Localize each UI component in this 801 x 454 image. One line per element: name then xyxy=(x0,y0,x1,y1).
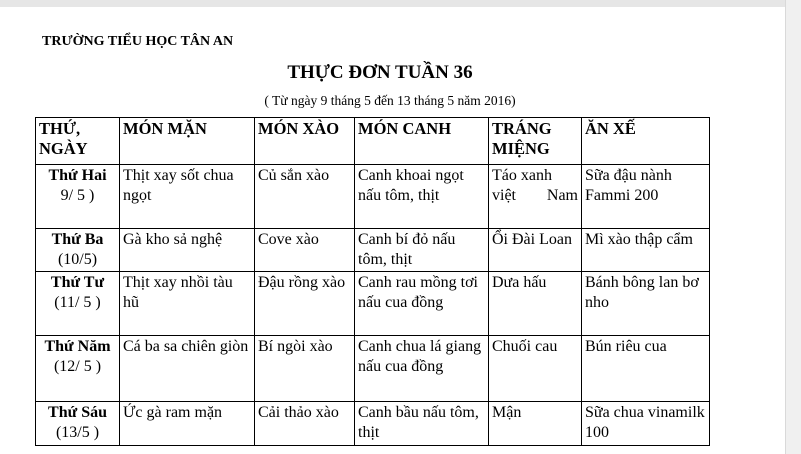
menu-title: THỰC ĐƠN TUẦN 36 xyxy=(287,62,473,83)
table-row xyxy=(36,165,710,229)
day-cell xyxy=(36,402,120,446)
stir-fry-cell: Cove xào xyxy=(255,229,355,272)
snack-cell: Bún riêu cua xyxy=(582,336,710,402)
day-cell xyxy=(36,336,120,402)
main-dish-cell: Thịt xay nhồi tàu hũ xyxy=(120,272,255,336)
header-snack: ĂN XẾ xyxy=(582,118,710,165)
table-row xyxy=(36,272,710,336)
day-date: (10/5) xyxy=(57,251,98,268)
main-dish-cell: Cá ba sa chiên giòn xyxy=(120,336,255,402)
day-name: Thứ Tư xyxy=(50,274,105,291)
date-range: ( Từ ngày 9 tháng 5 đến 13 tháng 5 năm 2016) xyxy=(264,93,516,108)
snack-cell: Sữa chua vinamilk 100 xyxy=(582,402,710,446)
main-dish-cell: Ức gà ram mặn xyxy=(120,402,255,446)
day-name: Thứ Năm xyxy=(44,338,111,355)
soup-cell: Canh chua lá giang nấu cua đồng xyxy=(355,336,489,402)
header-stir-fry: MÓN XÀO xyxy=(255,118,355,165)
dessert-cell: Mận xyxy=(489,402,582,446)
weekly-menu-table xyxy=(35,117,710,446)
header-soup: MÓN CANH xyxy=(355,118,489,165)
soup-cell: Canh bầu nấu tôm, thịt xyxy=(355,402,489,446)
table-row xyxy=(36,229,710,272)
day-date: (11/ 5 ) xyxy=(54,294,101,311)
day-cell xyxy=(36,165,120,229)
dessert-cell: Ổi Đài Loan xyxy=(489,229,582,272)
table-row xyxy=(36,402,710,446)
header-main-dish: MÓN MẶN xyxy=(120,118,255,165)
dessert-cell: Chuối cau xyxy=(489,336,582,402)
table-row xyxy=(36,336,710,402)
day-cell xyxy=(36,272,120,336)
dessert-cell: Táo xanh việt Nam xyxy=(489,165,582,229)
day-date: 9/ 5 ) xyxy=(60,187,95,204)
header-day: THỨ, NGÀY xyxy=(36,118,120,165)
main-dish-cell: Gà kho sả nghệ xyxy=(120,229,255,272)
dessert-cell: Dưa hấu xyxy=(489,272,582,336)
day-name: Thứ Ba xyxy=(51,231,104,248)
stir-fry-cell: Củ sắn xào xyxy=(255,165,355,229)
main-dish-cell: Thịt xay sốt chua ngọt xyxy=(120,165,255,229)
header-dessert: TRÁNG MIỆNG xyxy=(489,118,582,165)
snack-cell: Mì xào thập cẩm xyxy=(582,229,710,272)
header-row xyxy=(36,118,710,165)
soup-cell: Canh rau mồng tơi nấu cua đồng xyxy=(355,272,489,336)
day-cell xyxy=(36,229,120,272)
stir-fry-cell: Bí ngòi xào xyxy=(255,336,355,402)
window-top-edge xyxy=(0,0,801,7)
stir-fry-cell: Cải thảo xào xyxy=(255,402,355,446)
day-date: (13/5 ) xyxy=(55,424,100,441)
day-date: (12/ 5 ) xyxy=(53,358,102,375)
soup-cell: Canh bí đỏ nấu tôm, thịt xyxy=(355,229,489,272)
day-name: Thứ Sáu xyxy=(48,404,107,421)
soup-cell: Canh khoai ngọt nấu tôm, thịt xyxy=(355,165,489,229)
day-name: Thứ Hai xyxy=(48,167,107,184)
vertical-scrollbar[interactable] xyxy=(785,0,801,454)
school-name: TRƯỜNG TIỂU HỌC TÂN AN xyxy=(42,34,234,49)
snack-cell: Sữa đậu nành Fammi 200 xyxy=(582,165,710,229)
snack-cell: Bánh bông lan bơ nho xyxy=(582,272,710,336)
stir-fry-cell: Đậu rồng xào xyxy=(255,272,355,336)
